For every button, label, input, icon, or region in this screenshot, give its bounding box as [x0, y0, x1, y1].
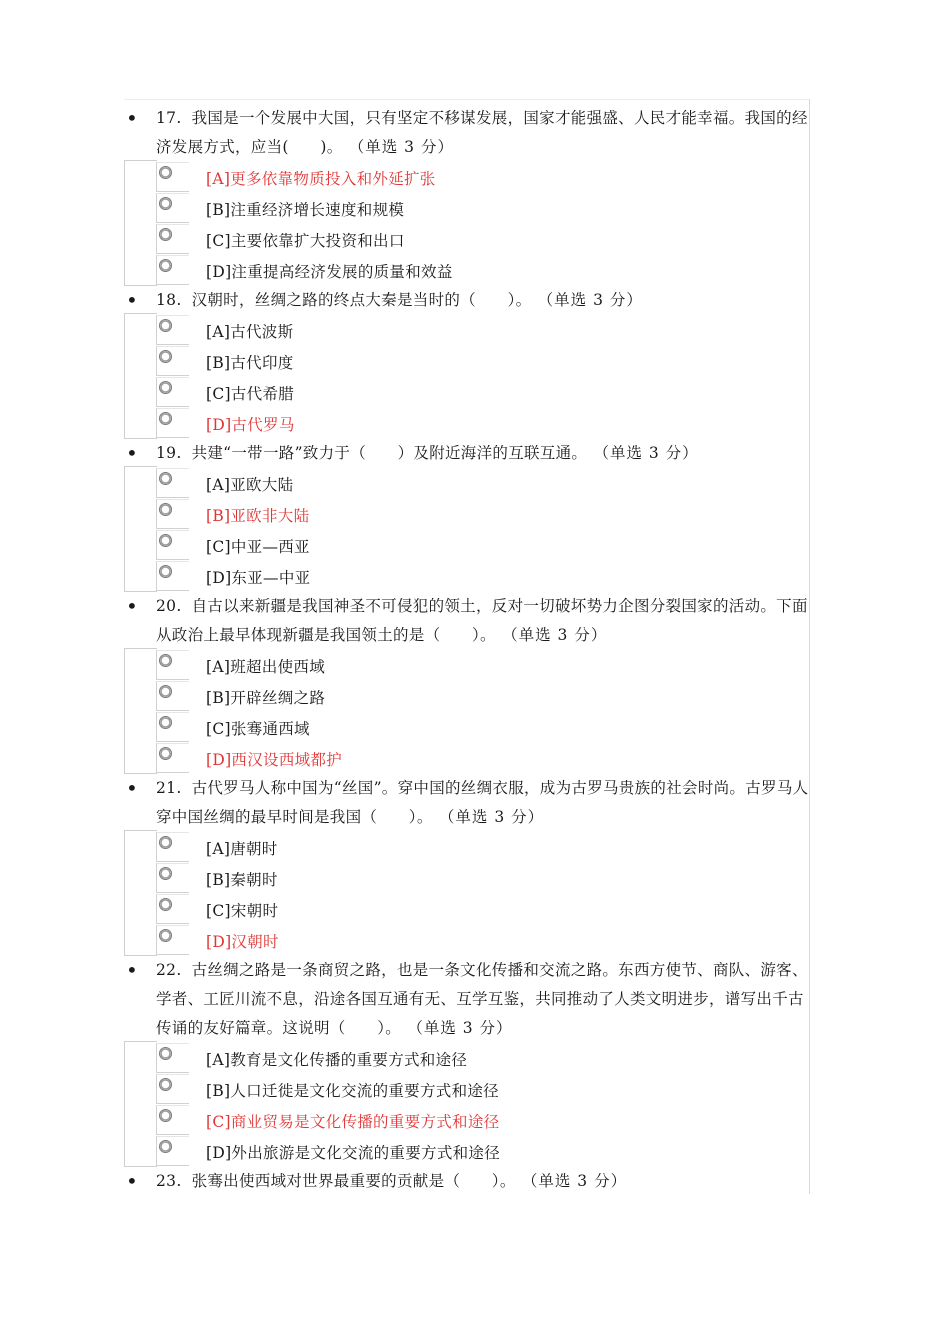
radio-button-icon[interactable]: [159, 747, 172, 760]
radio-cell: [156, 925, 189, 955]
option-row[interactable]: [124, 925, 810, 956]
question-item: [124, 956, 810, 1167]
radio-cell: [156, 224, 189, 254]
question-text: [126, 774, 810, 832]
question-item: [124, 439, 810, 592]
bullet-icon: •: [126, 288, 139, 312]
option-row[interactable]: [124, 863, 810, 894]
radio-button-icon[interactable]: [159, 1109, 172, 1122]
bullet-icon: •: [126, 441, 139, 465]
option-row[interactable]: [124, 832, 810, 863]
radio-button-icon[interactable]: [159, 259, 172, 272]
option-label[interactable]: [A]教育是文化传播的重要方式和途径: [206, 1051, 468, 1069]
option-label[interactable]: [B]秦朝时: [206, 871, 278, 889]
radio-button-icon[interactable]: [159, 685, 172, 698]
radio-cell: [156, 315, 189, 345]
option-row[interactable]: [124, 1136, 810, 1167]
option-label[interactable]: [B]亚欧非大陆: [206, 507, 310, 525]
question-number: 21.: [156, 779, 182, 797]
radio-button-icon[interactable]: [159, 654, 172, 667]
option-row[interactable]: [124, 224, 810, 255]
option-row[interactable]: [124, 468, 810, 499]
option-label[interactable]: [C]商业贸易是文化传播的重要方式和途径: [206, 1113, 500, 1131]
option-row[interactable]: [124, 315, 810, 346]
radio-button-icon[interactable]: [159, 898, 172, 911]
option-row[interactable]: [124, 255, 810, 286]
question-number: 18.: [156, 291, 182, 309]
option-row[interactable]: [124, 894, 810, 925]
option-row[interactable]: [124, 1105, 810, 1136]
question-stem: 我国是一个发展中大国，只有坚定不移谋发展，国家才能强盛、人民才能幸福。我国的经济发展方式，应当( )。: [156, 109, 808, 156]
option-label[interactable]: [A]唐朝时: [206, 840, 278, 858]
radio-button-icon[interactable]: [159, 867, 172, 880]
radio-cell: [156, 162, 189, 192]
question-item: [124, 774, 810, 956]
option-row[interactable]: [124, 408, 810, 439]
option-label[interactable]: [A]古代波斯: [206, 323, 294, 341]
radio-cell: [156, 832, 189, 862]
radio-cell: [156, 193, 189, 223]
option-label[interactable]: [B]人口迁徙是文化交流的重要方式和途径: [206, 1082, 499, 1100]
option-label[interactable]: [A]班超出使西域: [206, 658, 325, 676]
question-stem: 自古以来新疆是我国神圣不可侵犯的领土，反对一切破坏势力企图分裂国家的活动。下面从政治上最早体现新疆是我国领土的是（ ）。: [156, 597, 808, 644]
radio-button-icon[interactable]: [159, 1078, 172, 1091]
question-type-score: （单选 3 分）: [356, 138, 454, 156]
option-label[interactable]: [A]更多依靠物质投入和外延扩张: [206, 170, 436, 188]
option-row[interactable]: [124, 499, 810, 530]
radio-button-icon[interactable]: [159, 472, 172, 485]
radio-cell: [156, 468, 189, 498]
option-label[interactable]: [D]东亚—中亚: [206, 569, 311, 587]
radio-button-icon[interactable]: [159, 197, 172, 210]
question-number: 17.: [156, 109, 182, 127]
question-type-score: （单选 3 分）: [529, 1172, 628, 1190]
option-label[interactable]: [D]古代罗马: [206, 416, 295, 434]
option-label[interactable]: [D]汉朝时: [206, 933, 279, 951]
option-list: [124, 162, 810, 286]
question-list: [124, 104, 810, 1196]
radio-cell: [156, 712, 189, 742]
radio-button-icon[interactable]: [159, 412, 172, 425]
option-row[interactable]: [124, 712, 810, 743]
question-item: [124, 1167, 810, 1196]
question-number: 22.: [156, 961, 182, 979]
question-stem: 张骞出使西域对世界最重要的贡献是（ ）。: [191, 1172, 516, 1190]
radio-cell: [156, 1074, 189, 1104]
question-item: [124, 286, 810, 439]
radio-button-icon[interactable]: [159, 1140, 172, 1153]
radio-cell: [156, 255, 189, 285]
option-label[interactable]: [D]西汉设西域都护: [206, 751, 343, 769]
option-list: [124, 315, 810, 439]
question-text: [126, 104, 810, 162]
radio-cell: [156, 1136, 189, 1166]
question-stem: 共建“一带一路”致力于（ ）及附近海洋的互联互通。: [191, 444, 588, 462]
radio-button-icon[interactable]: [159, 319, 172, 332]
question-type-score: （单选 3 分）: [509, 626, 608, 644]
radio-button-icon[interactable]: [159, 166, 172, 179]
radio-button-icon[interactable]: [159, 534, 172, 547]
option-label[interactable]: [D]注重提高经济发展的质量和效益: [206, 263, 453, 281]
radio-button-icon[interactable]: [159, 716, 172, 729]
option-list: [124, 832, 810, 956]
radio-cell: [156, 530, 189, 560]
radio-cell: [156, 681, 189, 711]
bullet-icon: •: [126, 106, 139, 130]
option-row[interactable]: [124, 743, 810, 774]
option-label[interactable]: [B]注重经济增长速度和规模: [206, 201, 405, 219]
question-stem: 古丝绸之路是一条商贸之路，也是一条文化传播和交流之路。东西方使节、商队、游客、学者、工匠川流不息，沿途各国互通有无、互学互鉴，共同推动了人类文明进步，谱写出千古传诵的友好篇章。这说明（ ）。: [156, 961, 808, 1037]
radio-button-icon[interactable]: [159, 565, 172, 578]
question-stem: 古代罗马人称中国为“丝国”。穿中国的丝绸衣服，成为古罗马贵族的社会时尚。古罗马人穿中国丝绸的最早时间是我国（ ）。: [156, 779, 809, 826]
question-stem: 汉朝时，丝绸之路的终点大秦是当时的（ ）。: [191, 291, 532, 309]
option-list: [124, 1043, 810, 1167]
radio-cell: [156, 863, 189, 893]
option-row[interactable]: [124, 650, 810, 681]
option-label[interactable]: [C]张骞通西域: [206, 720, 310, 738]
question-item: [124, 592, 810, 774]
option-label[interactable]: [C]中亚—西亚: [206, 538, 310, 556]
option-list: [124, 650, 810, 774]
question-text: [126, 439, 810, 468]
bullet-icon: •: [126, 958, 139, 982]
option-label[interactable]: [B]古代印度: [206, 354, 294, 372]
bullet-icon: •: [126, 1169, 139, 1193]
question-text: [126, 592, 810, 650]
radio-cell: [156, 377, 189, 407]
radio-cell: [156, 561, 189, 591]
bullet-icon: •: [126, 776, 139, 800]
question-item: [124, 104, 810, 286]
radio-cell: [156, 743, 189, 773]
radio-cell: [156, 346, 189, 376]
question-type-score: （单选 3 分）: [415, 1019, 513, 1037]
question-number: 20.: [156, 597, 182, 615]
option-row[interactable]: [124, 193, 810, 224]
option-row[interactable]: [124, 530, 810, 561]
question-text: [126, 956, 810, 1043]
option-label[interactable]: [A]亚欧大陆: [206, 476, 294, 494]
option-row[interactable]: [124, 346, 810, 377]
option-row[interactable]: [124, 561, 810, 592]
question-text: [126, 1167, 810, 1196]
radio-button-icon[interactable]: [159, 381, 172, 394]
option-row[interactable]: [124, 377, 810, 408]
radio-button-icon[interactable]: [159, 350, 172, 363]
question-text: [126, 286, 810, 315]
radio-button-icon[interactable]: [159, 1047, 172, 1060]
radio-button-icon[interactable]: [159, 228, 172, 241]
option-label[interactable]: [B]开辟丝绸之路: [206, 689, 326, 707]
option-label[interactable]: [C]宋朝时: [206, 902, 279, 920]
option-row[interactable]: [124, 162, 810, 193]
question-type-score: （单选 3 分）: [446, 808, 545, 826]
option-row[interactable]: [124, 1043, 810, 1074]
radio-cell: [156, 499, 189, 529]
option-label[interactable]: [C]古代希腊: [206, 385, 295, 403]
radio-button-icon[interactable]: [159, 929, 172, 942]
option-row[interactable]: [124, 1074, 810, 1105]
radio-cell: [156, 1105, 189, 1135]
question-number: 23.: [156, 1172, 182, 1190]
radio-cell: [156, 894, 189, 924]
option-list: [124, 468, 810, 592]
radio-cell: [156, 1043, 189, 1073]
radio-button-icon[interactable]: [159, 836, 172, 849]
option-row[interactable]: [124, 681, 810, 712]
option-label[interactable]: [D]外出旅游是文化交流的重要方式和途径: [206, 1144, 501, 1162]
bullet-icon: •: [126, 594, 139, 618]
radio-cell: [156, 650, 189, 680]
radio-button-icon[interactable]: [159, 503, 172, 516]
question-number: 19.: [156, 444, 182, 462]
question-type-score: （单选 3 分）: [545, 291, 643, 309]
option-label[interactable]: [C]主要依靠扩大投资和出口: [206, 232, 405, 250]
radio-cell: [156, 408, 189, 438]
question-type-score: （单选 3 分）: [601, 444, 699, 462]
